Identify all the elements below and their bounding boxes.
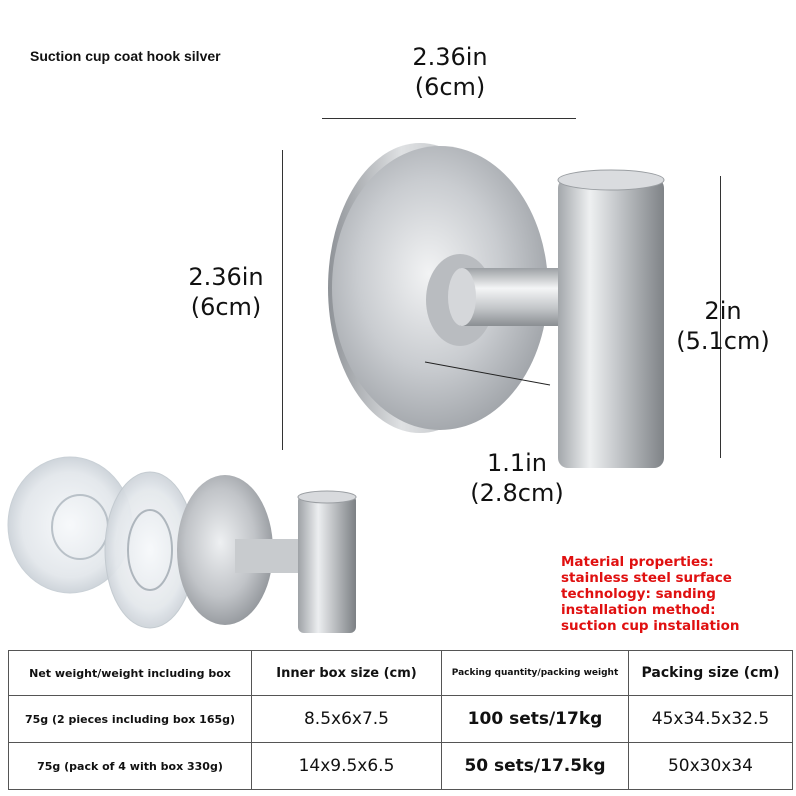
cell-packing-size: 50x30x34 <box>629 743 793 790</box>
header-net-weight: Net weight/weight including box <box>9 651 252 696</box>
cell-net-weight: 75g (pack of 4 with box 330g) <box>9 743 252 790</box>
cell-net-weight: 75g (2 pieces including box 165g) <box>9 696 252 743</box>
product-title: Suction cup coat hook silver <box>30 48 221 64</box>
material-properties <box>561 554 739 634</box>
material-line-4: installation method: <box>561 602 716 618</box>
material-line-2: stainless steel surface <box>561 570 732 586</box>
material-line-5: suction cup installation <box>561 618 740 634</box>
material-line-1: Material properties: <box>561 554 714 570</box>
cell-inner-box-size: 14x9.5x6.5 <box>252 743 442 790</box>
header-inner-box-size: Inner box size (cm) <box>252 651 442 696</box>
arm-depth-imperial: 1.1in <box>486 449 548 477</box>
width-metric: (6cm) <box>414 73 486 101</box>
cell-packing-quantity: 100 sets/17kg <box>442 696 629 743</box>
cell-packing-size: 45x34.5x32.5 <box>629 696 793 743</box>
table-header-row <box>9 651 793 696</box>
cell-inner-box-size: 8.5x6x7.5 <box>252 696 442 743</box>
arm-depth-metric: (2.8cm) <box>470 479 564 507</box>
exploded-suction-cup-image <box>0 455 370 645</box>
width-dimension-line <box>322 118 576 119</box>
height-dimension-line <box>282 150 283 450</box>
header-packing-size: Packing size (cm) <box>629 651 793 696</box>
material-line-3: technology: sanding <box>561 586 716 602</box>
header-packing-quantity: Packing quantity/packing weight <box>442 651 629 696</box>
arm-depth-label <box>452 448 582 508</box>
width-imperial: 2.36in <box>412 43 488 71</box>
table-row <box>9 696 793 743</box>
height-imperial: 2.36in <box>188 263 264 291</box>
packing-spec-table <box>8 650 793 790</box>
width-dimension-label <box>370 42 530 102</box>
height-metric: (6cm) <box>190 293 262 321</box>
hook-metric: (5.1cm) <box>676 327 770 355</box>
table-row <box>9 743 793 790</box>
hook-imperial: 2in <box>704 297 742 325</box>
height-dimension-label <box>176 262 276 322</box>
coat-hook-image <box>310 140 690 470</box>
cell-packing-quantity: 50 sets/17.5kg <box>442 743 629 790</box>
